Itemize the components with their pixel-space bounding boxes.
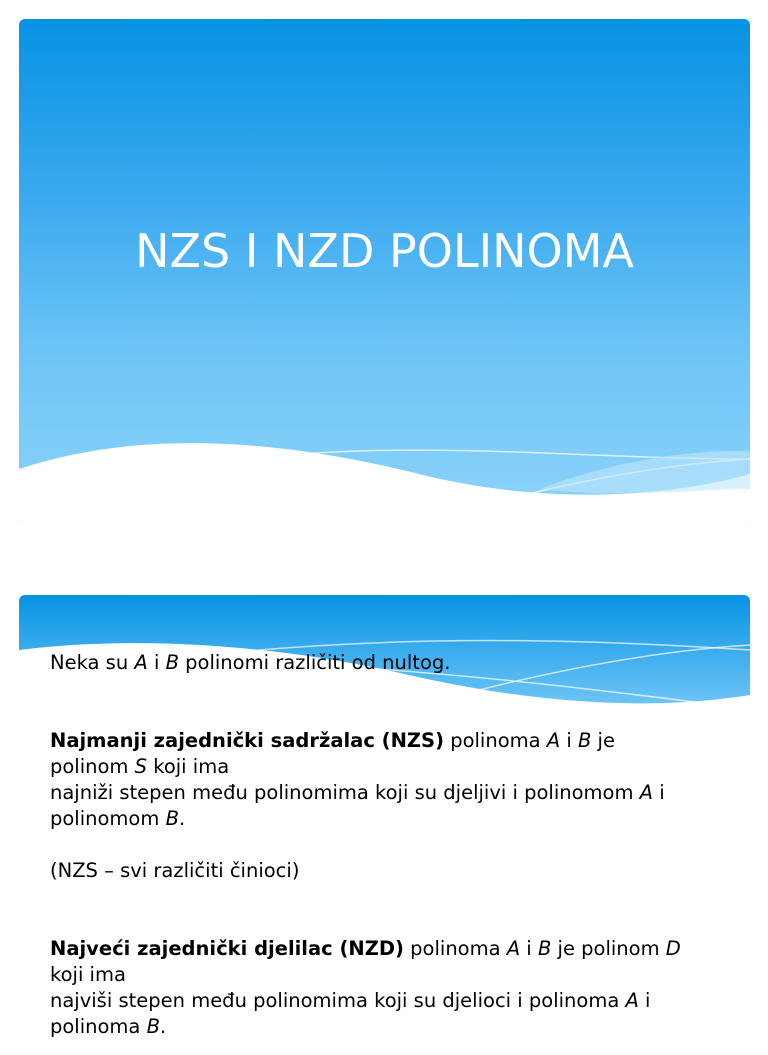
nzs-note: (NZS – svi različiti činioci): [50, 859, 300, 882]
definition-slide: [19, 595, 750, 1055]
slide-body: [50, 650, 740, 1040]
nzs-definition: Najmanji zajednički sadržalac (NZS) polinoma A i B je polinom S koji ima najniži stepen među polinomima koji su djeljivi i polinomom A i polinomom B.: [50, 729, 665, 830]
title-slide: [19, 19, 750, 524]
nzd-definition: Najveći zajednički djelilac (NZD) polinoma A i B je polinom D koji ima najviši stepen među polinomima koji su djelioci i polinoma A i polinoma B.: [50, 937, 681, 1038]
intro-paragraph: Neka su A i B polinomi različiti od nultog.: [50, 651, 451, 674]
slide-title: NZS I NZD POLINOMA: [135, 224, 634, 278]
